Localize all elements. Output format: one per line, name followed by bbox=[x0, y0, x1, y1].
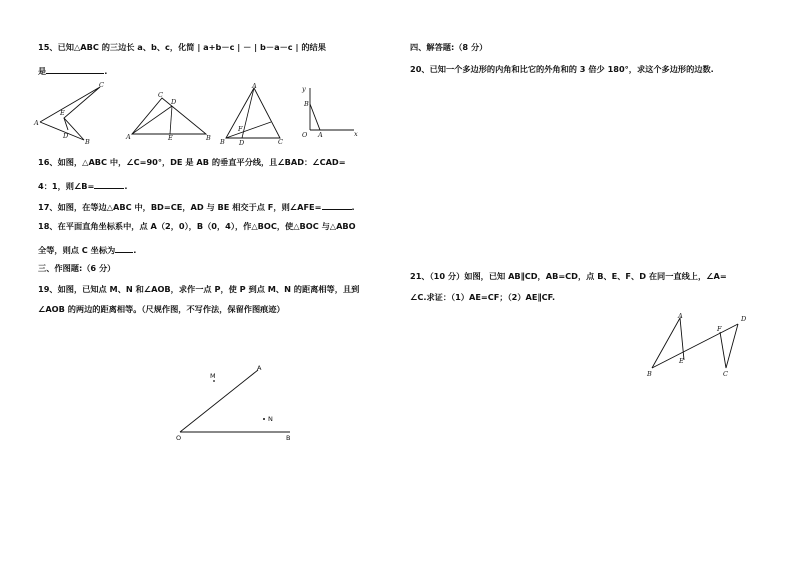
q18-answer-blank[interactable] bbox=[115, 243, 133, 253]
q16-line1: 16、如图，△ABC 中，∠C=90°，DE 是 AB 的垂直平分线，且∠BAD：∠CAD= bbox=[38, 157, 346, 167]
figure-q16 bbox=[126, 90, 212, 140]
fig2-label-a: A bbox=[126, 133, 131, 141]
q17-prefix: 17、如图，在等边△ABC 中，BD=CE，AD 与 BE 相交于点 F，则∠AFE= bbox=[38, 202, 322, 212]
figure-q18 bbox=[298, 84, 360, 140]
fig1-label-c: C bbox=[99, 81, 104, 89]
figure-q21 bbox=[642, 312, 754, 384]
q20-text: 20、已知一个多边形的内角和比它的外角和的 3 倍少 180°，求这个多边形的边数. bbox=[410, 64, 714, 74]
q18-line2 bbox=[38, 243, 136, 256]
q21-line1: 21、（10 分）如图，已知 AB∥CD，AB=CD，点 B、E、F、D 在同一直线上，∠A= bbox=[410, 271, 727, 281]
q16-suffix: . bbox=[124, 181, 128, 191]
fig21-label-f: F bbox=[717, 325, 722, 333]
q15-line1: 15、已知△ABC 的三边长 a、b、c，化简 | a+b－c | － | b－a－c | 的结果 bbox=[38, 42, 326, 52]
fig21-label-b: B bbox=[647, 370, 652, 378]
q17-line bbox=[38, 200, 355, 213]
fig3-label-d: D bbox=[239, 139, 245, 147]
q18-prefix: 全等，则点 C 坐标为 bbox=[38, 245, 116, 255]
fig2-label-b: B bbox=[206, 134, 211, 142]
q16-line2 bbox=[38, 179, 128, 192]
fig1-label-b: B bbox=[85, 138, 90, 146]
fig19-label-o: O bbox=[176, 434, 182, 442]
fig3-label-f: F bbox=[238, 125, 243, 133]
fig19-label-m: M bbox=[210, 372, 216, 380]
section3-heading: 三、作图题:（6 分） bbox=[38, 263, 116, 273]
fig21-label-d: D bbox=[741, 315, 747, 323]
fig3-label-e: C bbox=[278, 138, 283, 146]
fig19-label-b: B bbox=[286, 434, 291, 442]
fig21-label-a: A bbox=[678, 312, 683, 320]
q15-prefix: 是 bbox=[38, 66, 47, 76]
q15-suffix: . bbox=[104, 66, 108, 76]
fig4-label-a: A bbox=[318, 131, 323, 139]
q18-suffix: . bbox=[133, 245, 137, 255]
fig21-label-c: C bbox=[723, 370, 728, 378]
point-n bbox=[263, 418, 265, 420]
q21-line2: ∠C.求证：（1）AE=CF；（2）AE∥CF. bbox=[410, 292, 556, 302]
q19-line1: 19、如图，已知点 M、N 和∠AOB，求作一点 P，使 P 到点 M、N 的距离相等，且到 bbox=[38, 284, 360, 294]
figure-q15-1 bbox=[36, 82, 116, 144]
q17-suffix: . bbox=[351, 202, 355, 212]
fig19-label-n: N bbox=[268, 415, 273, 423]
fig2-label-e: E bbox=[168, 134, 173, 142]
q15-line2 bbox=[38, 64, 107, 77]
fig19-label-a: A bbox=[257, 364, 262, 372]
section4-heading: 四、解答题:（8 分） bbox=[410, 42, 488, 52]
fig3-label-a: A bbox=[252, 82, 257, 90]
q19-line2: ∠AOB 的两边的距离相等。（尺规作图，不写作法，保留作图痕迹） bbox=[38, 304, 285, 314]
fig4-label-o: O bbox=[302, 131, 308, 139]
q18-line1: 18、在平面直角坐标系中，点 A（2，0），B（0，4），作△BOC，使△BOC 与△ABO bbox=[38, 221, 356, 231]
q16-answer-blank[interactable] bbox=[94, 179, 124, 189]
figure-q17 bbox=[220, 84, 286, 146]
fig1-label-a: A bbox=[34, 119, 39, 127]
q16-prefix: 4：1，则∠B= bbox=[38, 181, 95, 191]
fig2-label-d: D bbox=[171, 98, 177, 106]
point-m bbox=[213, 380, 215, 382]
fig4-label-b: B bbox=[304, 100, 309, 108]
q15-answer-blank[interactable] bbox=[46, 64, 104, 74]
q17-answer-blank[interactable] bbox=[322, 200, 352, 210]
fig1-label-e: E bbox=[60, 109, 65, 117]
fig1-label-d: D bbox=[63, 132, 69, 140]
fig3-label-b: B bbox=[220, 138, 225, 146]
figure-q19 bbox=[170, 362, 300, 444]
fig4-label-x: x bbox=[354, 130, 358, 138]
fig21-label-e: E bbox=[679, 357, 684, 365]
fig4-label-y: y bbox=[302, 85, 306, 93]
fig2-label-c: C bbox=[158, 91, 163, 99]
